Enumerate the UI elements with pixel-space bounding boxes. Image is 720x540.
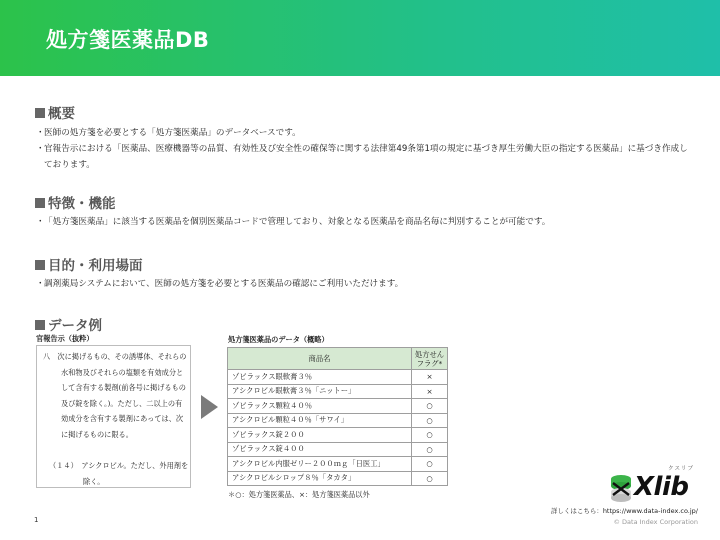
product-name-cell: アシクロビル内服ゼリー２００ｍｇ「日医工」 — [228, 457, 412, 472]
product-name-cell: ゾビラックス錠２００ — [228, 428, 412, 443]
product-name-cell: ゾビラックス眼軟膏３％ — [228, 370, 412, 385]
flag-cell: ○ — [412, 413, 448, 428]
header-banner — [0, 0, 720, 76]
table-row — [228, 457, 448, 472]
column-header-flag: 処方せん フラグ* — [412, 348, 448, 370]
section-heading-purpose: 目的・利用場面 — [35, 254, 143, 274]
product-name-cell: アシクロビル顆粒４０％「サワイ」 — [228, 413, 412, 428]
contact-link[interactable]: 詳しくはこちら：https://www.data-index.co.jp/ — [550, 507, 698, 515]
pill-logo-icon — [610, 474, 632, 504]
table-row — [228, 471, 448, 486]
flag-cell: × — [412, 370, 448, 385]
table-footnote: ＊○：処方箋医薬品、×：処方箋医薬品以外 — [228, 490, 370, 499]
product-name-cell: アシクロビルシロップ８％「タカタ」 — [228, 471, 412, 486]
table-row — [228, 428, 448, 443]
flag-cell: ○ — [412, 442, 448, 457]
table-row — [228, 384, 448, 399]
logo-text: Xlib — [634, 472, 689, 502]
kanpo-excerpt-box — [36, 345, 191, 488]
flag-cell: ○ — [412, 428, 448, 443]
section-heading-features: 特徴・機能 — [35, 192, 116, 212]
arrow-right-icon — [201, 395, 218, 419]
kanpo-paragraph-14: （１４） アシクロビル。ただし、外用剤を除く。 — [49, 461, 189, 486]
table-row — [228, 399, 448, 414]
xlib-logo — [610, 466, 702, 506]
square-bullet-icon — [35, 320, 45, 330]
flag-cell: ○ — [412, 457, 448, 472]
page-title: 処方箋医薬品DB — [46, 28, 210, 52]
square-bullet-icon — [35, 198, 45, 208]
table-row — [228, 370, 448, 385]
table-row — [228, 442, 448, 457]
drug-table — [227, 347, 448, 486]
section-heading-overview: 概要 — [35, 102, 75, 122]
features-bullet-1: ・ 「処方箋医薬品」に該当する医薬品を個別医薬品コードで管理しており、対象となる医薬品を商品名毎に判別することが可能です。 — [36, 217, 551, 227]
page-number: 1 — [34, 516, 39, 524]
section-heading-example: データ例 — [35, 314, 102, 334]
flag-cell: ○ — [412, 471, 448, 486]
table-row — [228, 413, 448, 428]
column-header-product-name: 商品名 — [228, 348, 412, 370]
kanpo-paragraph-8: 八 次に掲げるもの、その誘導体、それらの水和物及びそれらの塩類を有効成分として含有する製剤(前各号に掲げるもの及び錠を除く。)。ただし、二以上の有効成分を含有する製剤にあっては、次に掲げるものに限る。 — [43, 352, 187, 439]
flag-cell: × — [412, 384, 448, 399]
kanpo-label: 官報告示（抜粋） — [36, 334, 94, 343]
overview-bullet-2: ・ 官報告示における「医薬品、医療機器等の品質、有効性及び安全性の確保等に関する法律第49条第1項の規定に基づき厚生労働大臣の指定する医薬品」に基づき作成しております。 — [36, 144, 688, 170]
purpose-bullet-1: ・ 調剤薬局システムにおいて、医師の処方箋を必要とする医薬品の確認にご利用いただけます。 — [36, 279, 404, 289]
product-name-cell: アシクロビル眼軟膏３％「ニットー」 — [228, 384, 412, 399]
square-bullet-icon — [35, 260, 45, 270]
product-name-cell: ゾビラックス錠４００ — [228, 442, 412, 457]
square-bullet-icon — [35, 108, 45, 118]
logo-kana: クスリブ — [668, 466, 694, 472]
product-name-cell: ゾビラックス顆粒４０％ — [228, 399, 412, 414]
table-label: 処方箋医薬品のデータ（概略） — [228, 335, 329, 344]
flag-cell: ○ — [412, 399, 448, 414]
overview-bullet-1: ・ 医師の処方箋を必要とする「処方箋医薬品」のデータベースです。 — [36, 128, 301, 138]
copyright: © Data Index Corporation — [613, 518, 698, 526]
